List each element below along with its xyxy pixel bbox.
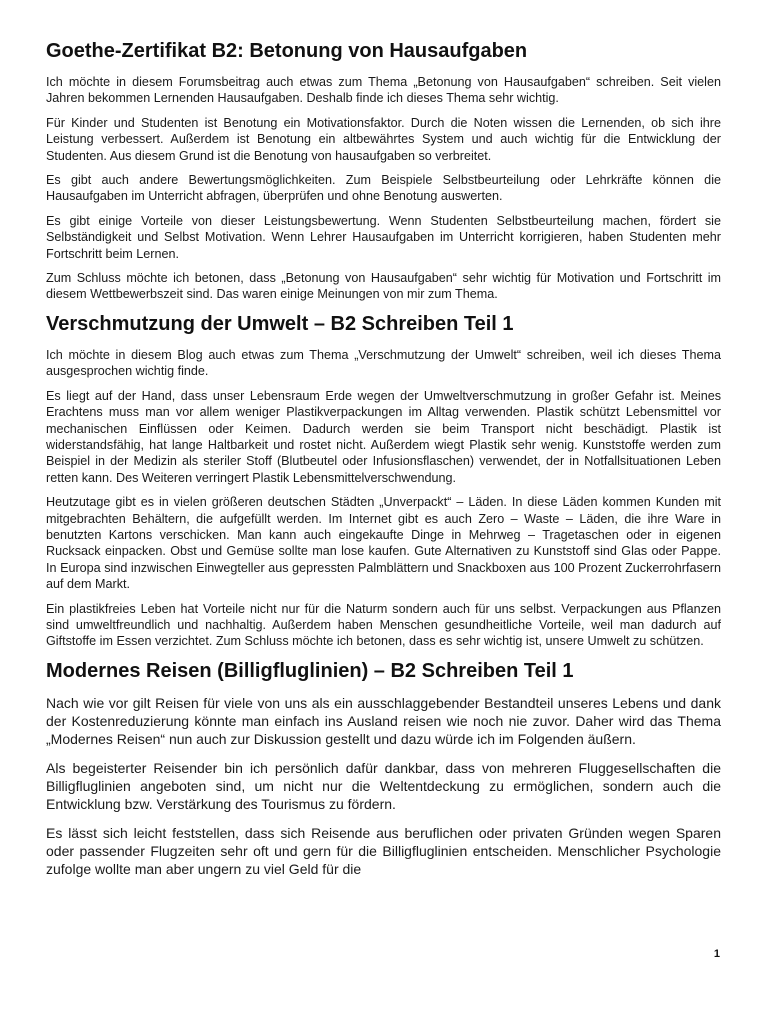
section-title: Verschmutzung der Umwelt – B2 Schreiben Teil 1 bbox=[46, 312, 514, 335]
section-hausaufgaben bbox=[46, 38, 721, 303]
paragraph: Zum Schluss möchte ich betonen, dass „Betonung von Hausaufgaben“ sehr wichtig für Motivation und Fortschritt im diesem Wettbewerbszeit sind. Das waren einige Meinungen von mir zum Thema. bbox=[46, 271, 721, 302]
section-umwelt bbox=[46, 311, 721, 650]
paragraph: Es liegt auf der Hand, dass unser Lebensraum Erde wegen der Umweltverschmutzung in großer Gefahr ist. Meines Erachtens muss man vor allem weniger Plastikverpackungen im Alltag verwenden. Plastik schützt Lebensmittel vor mechanischen Einflüssen oder Keimen. Dadurch werden sie beim Transport nicht beschädigt. Plastik ist widerstandsfähig, hat lange Haltbarkeit und rostet nicht. Außerdem wiegt Plastik sehr wenig. Kunststoffe werden zum Beispiel in der Medizin als steriler Stoff (Blutbeutel oder Infusionsflaschen) verwendet, der in Notfallsituationen Leben retten kann. Des Weiteren verringert Plastik Lebensmittelverschwendung. bbox=[46, 388, 721, 485]
page-number: 1 bbox=[713, 948, 720, 960]
section-reisen bbox=[46, 658, 721, 879]
paragraph: Ein plastikfreies Leben hat Vorteile nicht nur für die Naturm sondern auch für uns selbst. Verpackungen aus Pflanzen sind umweltfreundlich und nachhaltig. Außerdem haben Menschen gesundheitliche Vorteile, weil man dadurch auf Giftstoffe im Essen verzichtet. Zum Schluss möchte ich betonen, dass es sehr wichtig ist, unsere Umwelt zu schützen. bbox=[46, 601, 721, 649]
paragraph: Ich möchte in diesem Blog auch etwas zum Thema „Verschmutzung der Umwelt“ schreiben, weil ich dieses Thema ausgesprochen wichtig finde. bbox=[46, 347, 721, 379]
paragraph: Es gibt einige Vorteile von dieser Leistungsbewertung. Wenn Studenten Selbstbeurteilung machen, fördert sie Selbständigkeit und Selbst Motivation. Wenn Lehrer Hausaufgaben im Unterricht korrigieren, haben Studenten mehr Fortschritt beim Lernen. bbox=[46, 213, 721, 261]
section-title: Goethe-Zertifikat B2: Betonung von Hausaufgaben bbox=[46, 40, 528, 62]
paragraph: Es gibt auch andere Bewertungsmöglichkeiten. Zum Beispiele Selbstbeurteilung oder Lehrkräfte können die Hausaufgaben im Unterricht abfragen, überprüfen und ohne Benotung auswerten. bbox=[46, 173, 721, 204]
document-page bbox=[46, 38, 721, 888]
section-title: Modernes Reisen (Billigfluglinien) – B2 Schreiben Teil 1 bbox=[46, 659, 574, 682]
paragraph: Nach wie vor gilt Reisen für viele von uns als ein ausschlaggebender Bestandteil unseres Lebens und dank der Kostenreduzierung könnte man einfach ins Ausland reisen wie noch nie zuvor. Daher wird das Thema „Modernes Reisen“ nun auch zur Diskussion gestellt und dazu würde ich im Folgenden äußern. bbox=[46, 694, 721, 748]
paragraph: Ich möchte in diesem Forumsbeitrag auch etwas zum Thema „Betonung von Hausaufgaben“ schreiben. Seit vielen Jahren bekommen Lernenden Hausaufgaben. Deshalb finde ich dieses Thema sehr wichtig. bbox=[46, 75, 721, 106]
paragraph: Heutzutage gibt es in vielen größeren deutschen Städten „Unverpackt“ – Läden. In diese Läden kommen Kunden mit mitgebrachten Behältern, die aufgefüllt werden. Im Internet gibt es auch Zero – Waste – Läden, die ihre Ware in benutzten Kartons verschicken. Man kann auch eingekaufte Dinge in Mehrweg – Tragetaschen oder in eigenen Rucksack einpacken. Obst und Gemüse sollte man lose kaufen. Gute Alternativen zu Kunststoff sind Glas oder Pappe. In Europa sind inzwischen Einwegteller aus gepressten Palmblättern und Snackboxen aus 100 Prozent Zuckerrohrfasern auf dem Markt. bbox=[46, 495, 721, 592]
paragraph: Es lässt sich leicht feststellen, dass sich Reisende aus beruflichen oder privaten Gründen wegen Sparen oder passender Flugzeiten sehr oft und gern für die Billigfluglinien entscheiden. Menschlicher Psychologie zufolge wollte man aber ungern zu viel Geld für die bbox=[46, 824, 721, 878]
paragraph: Für Kinder und Studenten ist Benotung ein Motivationsfaktor. Durch die Noten wissen die Lernenden, ob sich ihre Leistung verbessert. Außerdem ist Benotung ein altbewährtes System und auch wichtig für die Entwicklung der Studenten. Aus diesem Grund ist die Benotung von hausaufgaben so verbreitet. bbox=[46, 115, 721, 163]
paragraph: Als begeisterter Reisender bin ich persönlich dafür dankbar, dass von mehreren Fluggesellschaften die Billigfluglinien angeboten sind, um nicht nur die Weltentdeckung zu ermöglichen, sondern auch die Entwicklung bzw. Verstärkung des Tourismus zu fördern. bbox=[46, 759, 721, 813]
